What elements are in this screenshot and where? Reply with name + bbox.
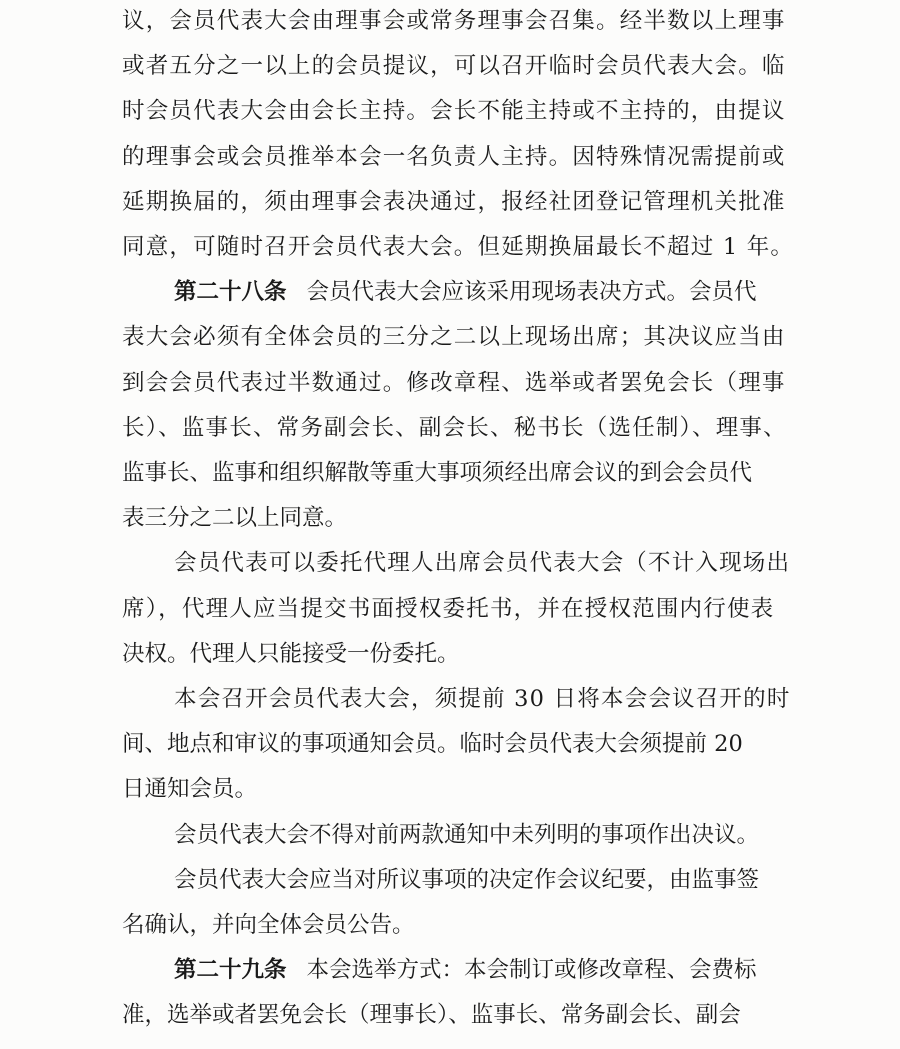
text-line: 日通知会员。: [122, 776, 258, 803]
text-line: 本会选举方式：本会制订或修改章程、会费标: [306, 957, 757, 984]
text-line: 决权。代理人只能接受一份委托。: [122, 640, 460, 667]
text-line: 席），代理人应当提交书面授权委托书，并在授权范围内行使表: [122, 595, 775, 622]
text-line: 会员代表可以委托代理人出席会员代表大会（不计入现场出: [174, 550, 791, 577]
text-line: 表大会必须有全体会员的三分之二以上现场出席；其决议应当由: [122, 324, 786, 351]
text-line: 到会会员代表过半数通过。修改章程、选举或者罢免会长（理事: [122, 369, 786, 396]
article-28-heading: 第二十八条: [174, 279, 287, 306]
text-line: 延期换届的，须由理事会表决通过，报经社团登记管理机关批准: [122, 188, 786, 215]
text-line: 或者五分之一以上的会员提议，可以召开临时会员代表大会。临: [122, 53, 786, 80]
text-line: 间、地点和审议的事项通知会员。临时会员代表大会须提前 20: [122, 731, 743, 758]
text-line: 准，选举或者罢免会长（理事长）、监事长、常务副会长、副会: [122, 1002, 741, 1029]
text-line: 的理事会或会员推举本会一名负责人主持。因特殊情况需提前或: [122, 143, 786, 170]
text-line: 监事长、监事和组织解散等重大事项须经出席会议的到会会员代: [122, 460, 753, 486]
article-28-first-line: [174, 277, 757, 307]
text-line: 本会召开会员代表大会，须提前 30 日将本会会议召开的时: [174, 686, 791, 712]
text-line: 会员代表大会不得对前两款通知中未列明的事项作出决议。: [174, 821, 760, 848]
text-line: 议，会员代表大会由理事会或常务理事会召集。经半数以上理事: [122, 8, 786, 34]
text-line: 同意，可随时召开会员代表大会。但延期换届最长不超过 1 年。: [122, 234, 795, 260]
article-29-heading: 第二十九条: [174, 957, 287, 984]
text-line: 名确认，并向全体会员公告。: [122, 912, 415, 938]
text-line: 长）、监事长、常务副会长、副会长、秘书长（选任制）、理事、: [122, 414, 787, 441]
text-line: 会员代表大会应该采用现场表决方式。会员代: [306, 279, 757, 306]
text-line: 会员代表大会应当对所议事项的决定作会议纪要，由监事签: [174, 866, 760, 893]
text-line: 时会员代表大会由会长主持。会长不能主持或不主持的，由提议: [122, 98, 786, 125]
text-line: 表三分之二以上同意。: [122, 505, 348, 532]
article-29-first-line: [174, 955, 757, 985]
